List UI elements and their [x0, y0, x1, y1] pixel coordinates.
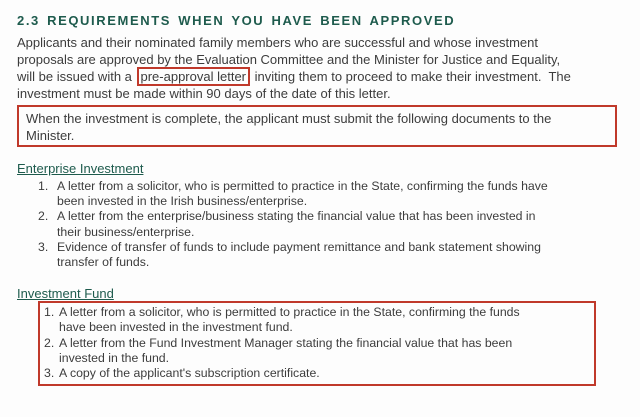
list-item-text: A letter from a solicitor, who is permitted to practice in the State, confirming the funds have been invested in the Irish business/enterprise.	[57, 179, 548, 209]
list-item-text: A copy of the applicant's subscription certificate.	[59, 366, 320, 381]
callout-line-2: Minister.	[26, 128, 75, 143]
list-item-number: 1.	[44, 305, 55, 320]
list-item	[38, 240, 623, 270]
list-item-number: 1.	[38, 179, 49, 193]
section-title-enterprise-investment: Enterprise Investment	[17, 161, 144, 176]
list-item-text: Evidence of transfer of funds to include payment remittance and bank statement showing transfer of funds.	[57, 239, 541, 270]
list-item-number: 2.	[38, 209, 49, 224]
intro-line-2: proposals are approved by the Evaluation Committee and the Minister for Justice and Equality,	[17, 52, 561, 67]
section-title-investment-fund: Investment Fund	[17, 286, 114, 302]
list-item	[44, 305, 592, 335]
section-heading: 2.3 REQUIREMENTS WHEN YOU HAVE BEEN APPROVED	[17, 13, 456, 28]
fund-highlight-box	[38, 301, 596, 386]
intro-line-4: investment must be made within 90 days of the date of this letter.	[17, 86, 391, 101]
list-item	[38, 209, 623, 239]
list-item-text: A letter from the enterprise/business stating the financial value that has been invested in their business/enterprise.	[57, 209, 536, 239]
intro-line-3	[17, 68, 623, 85]
callout-line-1: When the investment is complete, the applicant must submit the following documents to the	[26, 111, 552, 126]
document-page	[0, 13, 640, 417]
list-item-text: A letter from a solicitor, who is permitted to practice in the State, confirming the funds have been invested in the investment fund.	[59, 305, 520, 335]
list-item	[44, 336, 592, 366]
enterprise-investment-list	[17, 179, 623, 270]
intro-line-3-after: inviting them to proceed to make their investment. The	[251, 69, 571, 84]
list-item	[38, 179, 623, 209]
pre-approval-highlight-box: pre-approval letter	[137, 67, 251, 86]
intro-line-3-before: will be issued with a	[17, 69, 136, 84]
callout-highlight-box	[17, 105, 617, 147]
list-item-number: 3.	[38, 239, 49, 254]
list-item-number: 3.	[44, 366, 55, 381]
list-item	[44, 366, 592, 381]
investment-fund-list	[44, 305, 592, 381]
list-item-number: 2.	[44, 335, 55, 350]
intro-paragraph	[17, 34, 623, 102]
intro-line-1: Applicants and their nominated family members who are successful and whose investment	[17, 35, 538, 50]
list-item-text: A letter from the Fund Investment Manager stating the financial value that has been invested in the fund.	[59, 335, 513, 365]
